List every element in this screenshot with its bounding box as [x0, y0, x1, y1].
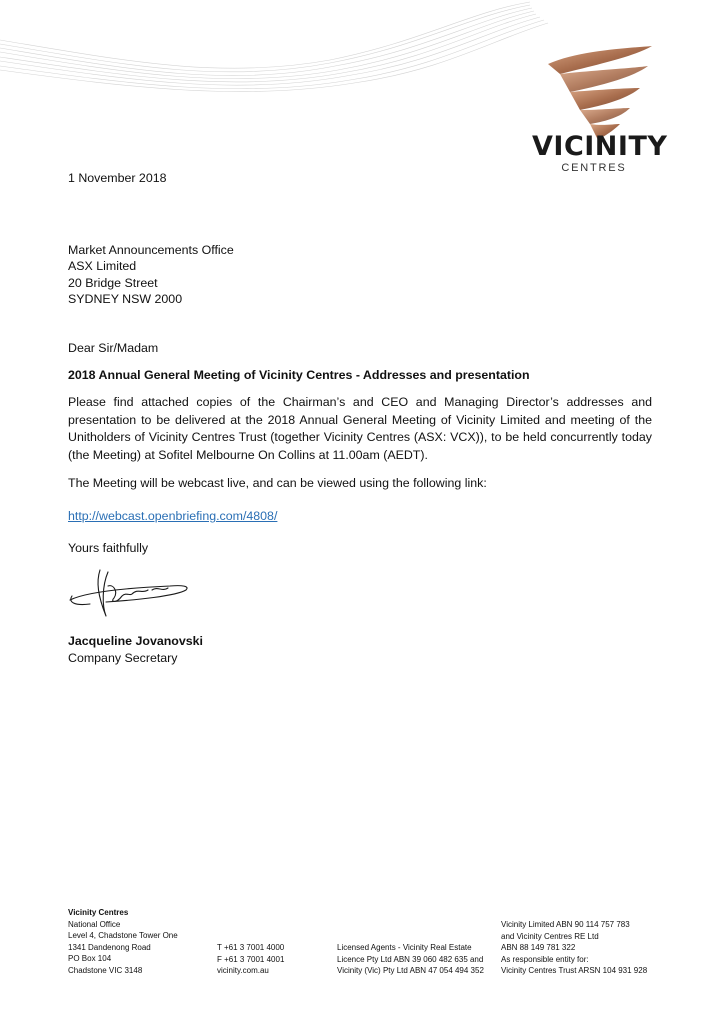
salutation: Dear Sir/Madam	[68, 341, 159, 355]
recipient-address	[68, 242, 234, 307]
footer-phone: T +61 3 7001 4000	[217, 943, 285, 952]
webcast-link[interactable]: http://webcast.openbriefing.com/4808/	[68, 509, 278, 523]
closing: Yours faithfully	[68, 541, 149, 555]
logo-wordmark: VICINITY	[532, 131, 668, 162]
footer-line: Vicinity Centres Trust ARSN 104 931 928	[501, 966, 648, 976]
letter-date: 1 November 2018	[68, 171, 167, 185]
webcast-text: The Meeting will be webcast live, and can be viewed using the following link:	[68, 476, 487, 490]
signatory-name: Jacqueline Jovanovski	[68, 634, 203, 648]
signatory-title: Company Secretary	[68, 651, 178, 665]
footer-fax: F +61 3 7001 4001	[217, 954, 285, 964]
recipient-line: SYDNEY NSW 2000	[68, 291, 183, 306]
footer-company-name: Vicinity Centres	[68, 908, 129, 917]
recipient-line: 20 Bridge Street	[68, 275, 158, 290]
footer-line: National Office	[68, 919, 121, 929]
logo-subtitle: CENTRES	[561, 162, 627, 174]
footer-line: 1341 Dandenong Road	[68, 942, 151, 952]
letter-subject: 2018 Annual General Meeting of Vicinity Centres - Addresses and presentation	[68, 368, 530, 382]
footer-office-address	[68, 907, 178, 977]
footer-line: PO Box 104	[68, 954, 112, 964]
recipient-line: Market Announcements Office	[68, 243, 234, 257]
footer-line: ABN 88 149 781 322	[501, 943, 576, 953]
footer-line: Licence Pty Ltd ABN 39 060 482 635 and	[337, 954, 484, 964]
footer-website: vicinity.com.au	[217, 966, 269, 976]
footer-line: Vicinity Limited ABN 90 114 757 783	[501, 920, 630, 929]
footer-line: and Vicinity Centres RE Ltd	[501, 931, 599, 941]
body-paragraph: Please find attached copies of the Chairman’s and CEO and Managing Director’s addresses and presentation to be delivered at the 2018 Annual General Meeting of Vicinity Limited and meeting of the Unitholders of Vicinity Centres Trust (together Vicinity Centres (ASX: VCX)), to be held concurrently today (the Meeting) at Sofitel Melbourne On Collins at 11.00am (AEDT).	[68, 395, 652, 462]
footer-line: Level 4, Chadstone Tower One	[68, 931, 178, 941]
footer-line: Licensed Agents - Vicinity Real Estate	[337, 943, 472, 952]
footer-line: As responsible entity for:	[501, 954, 589, 964]
footer-contact	[217, 942, 284, 977]
signature-image	[66, 566, 192, 618]
footer-licensing	[337, 942, 484, 977]
footer-entities	[501, 919, 647, 977]
recipient-line: ASX Limited	[68, 259, 137, 274]
footer-line: Chadstone VIC 3148	[68, 965, 143, 975]
footer-line: Vicinity (Vic) Pty Ltd ABN 47 054 494 352	[337, 966, 484, 976]
